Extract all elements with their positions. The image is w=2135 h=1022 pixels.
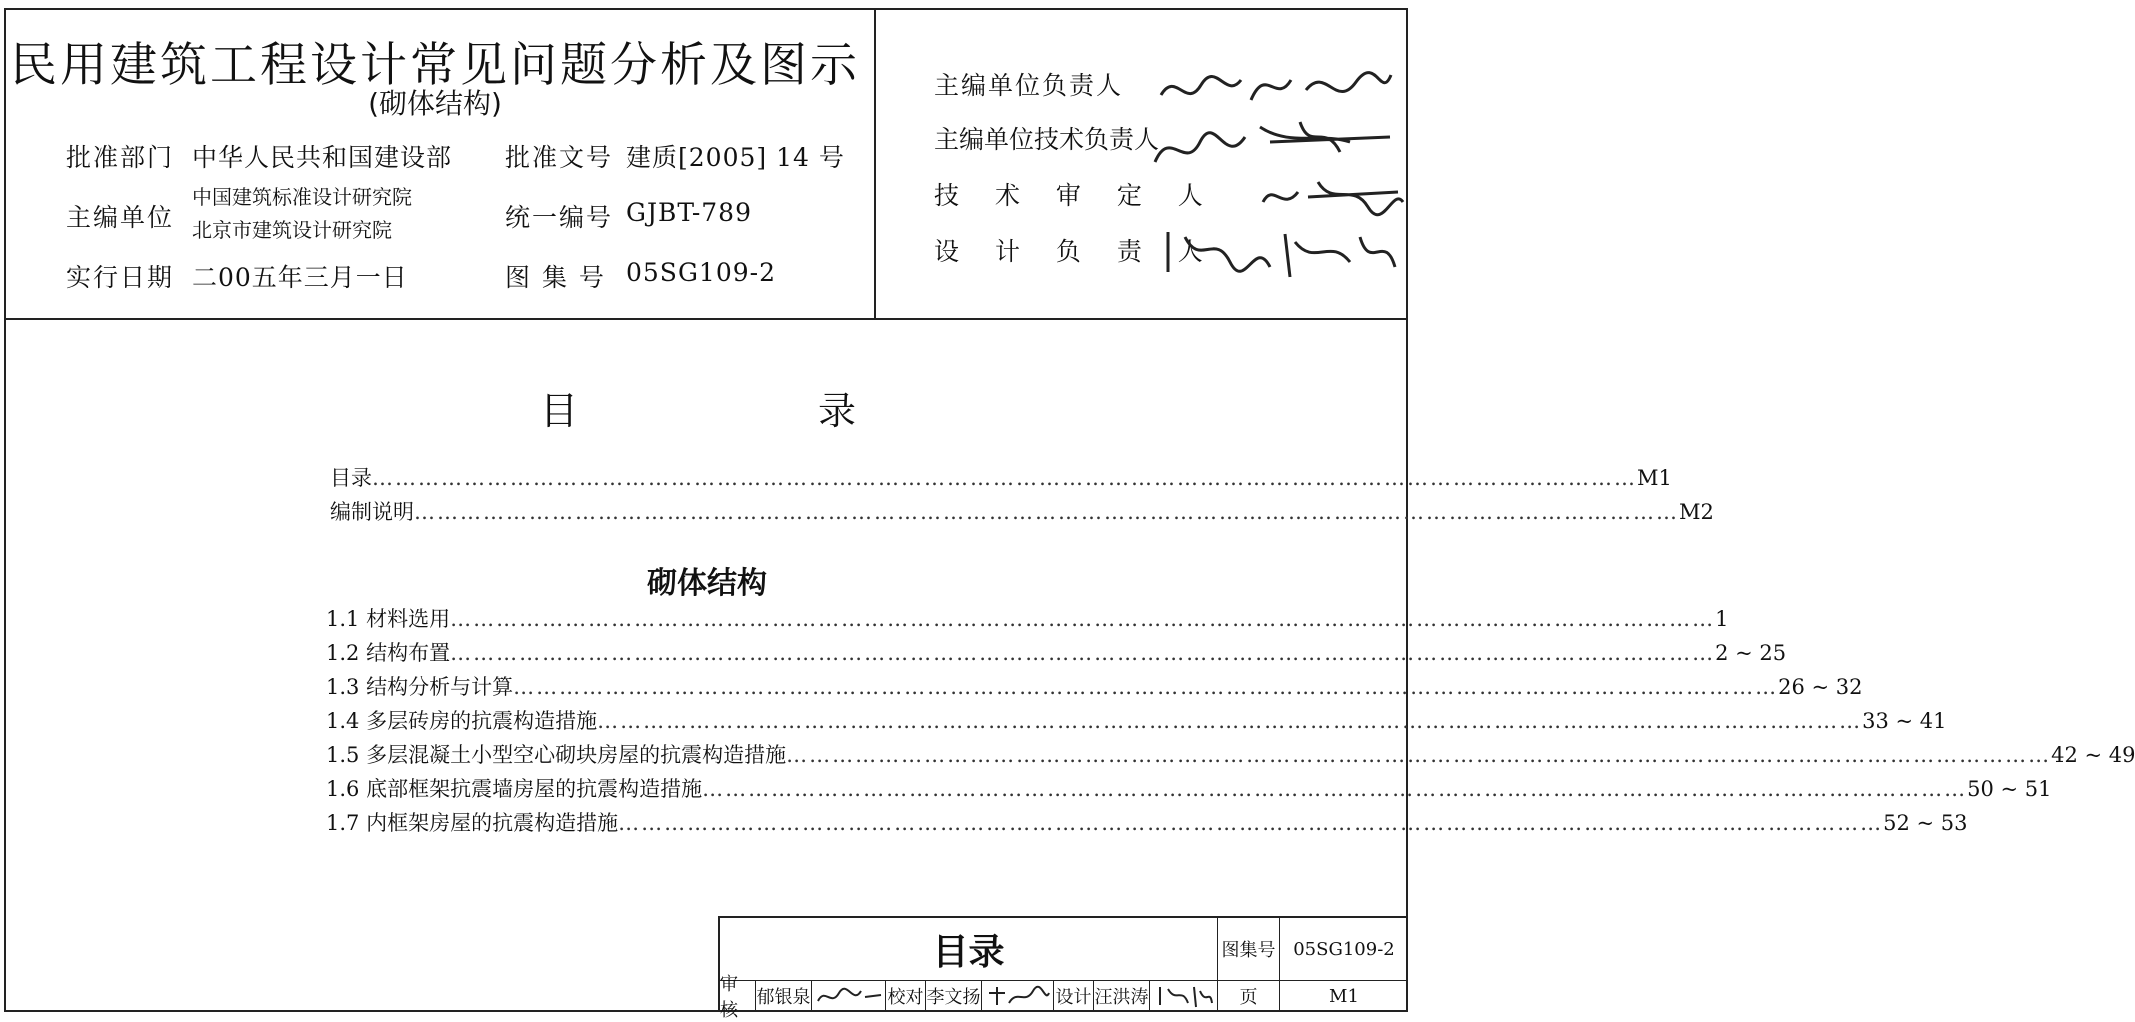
page-value: M1 (1329, 985, 1359, 1007)
toc-item-page: M2 (1679, 500, 1714, 524)
toc-item-title: 1.1 材料选用 (326, 607, 451, 631)
approval-doc-label: 批准文号 (505, 143, 614, 172)
review-signature (812, 980, 886, 1012)
check-signature (982, 980, 1054, 1012)
toc-item-title: 1.5 多层混凝土小型空心砌块房屋的抗震构造措施 (326, 743, 787, 767)
atlas-no-label: 图 集 号 (505, 263, 606, 292)
title-block-atlas-value: 05SG109-2 (1293, 938, 1395, 960)
editor-label: 主编单位 (66, 203, 175, 232)
header-vertical-divider (874, 8, 876, 320)
atlas-title: 民用建筑工程设计常见问题分析及图示 (10, 38, 860, 93)
effective-date-value: 二00五年三月一日 (192, 263, 408, 292)
toc-item-page: 42 ~ 49 (2051, 743, 2135, 767)
toc-item[interactable] (326, 807, 1968, 841)
unified-no-label: 统一编号 (505, 203, 614, 232)
title-block-title: 目录 (720, 918, 1218, 980)
review-label: 审核 (720, 980, 756, 1012)
toc-item-page: 52 ~ 53 (1883, 811, 1968, 835)
toc-leader: ………………………………………………………………………………………………………………………………………………… (450, 641, 1716, 665)
atlas-no-value: 05SG109-2 (626, 258, 776, 287)
effective-date-label: 实行日期 (66, 263, 175, 292)
signature-tech-reviewer (1258, 172, 1408, 217)
toc-section-list (326, 603, 2135, 841)
toc-leader: ………………………………………………………………………………………………………………………………………………… (372, 466, 1637, 490)
toc-item[interactable] (326, 739, 2135, 773)
tech-reviewer-label: 技 术 审 定 人 (934, 181, 1217, 210)
review-name: 郁银泉 (756, 980, 812, 1012)
toc-item-page: 26 ~ 32 (1778, 675, 1863, 699)
toc-item-title: 目录 (330, 466, 372, 490)
toc-leader: ………………………………………………………………………………………………………………………………………………… (597, 709, 1863, 733)
atlas-subtitle: (砌体结构) (368, 87, 502, 120)
editor-tech-label: 主编单位技术负责人 (934, 125, 1160, 154)
toc-item-title: 1.7 内框架房屋的抗震构造措施 (326, 811, 619, 835)
toc-leader: ………………………………………………………………………………………………………………………………………………… (702, 777, 1968, 801)
check-name: 李文扬 (926, 980, 982, 1012)
toc-item-title: 1.2 结构布置 (326, 641, 451, 665)
toc-leader: ………………………………………………………………………………………………………………………………………………… (618, 811, 1884, 835)
toc-front-list (330, 462, 1714, 530)
toc-item-title: 1.4 多层砖房的抗震构造措施 (326, 709, 598, 733)
toc-leader: ………………………………………………………………………………………………………………………………………………… (414, 500, 1679, 524)
toc-heading-char-1: 目 (540, 389, 579, 433)
toc-item[interactable] (326, 671, 1863, 705)
approval-dept-value: 中华人民共和国建设部 (192, 143, 453, 172)
toc-item-page: M1 (1637, 466, 1672, 490)
design-name: 汪洪涛 (1094, 980, 1150, 1012)
toc-item-title: 1.3 结构分析与计算 (326, 675, 514, 699)
design-lead-label: 设 计 负 责 人 (934, 237, 1217, 266)
toc-item-page: 50 ~ 51 (1967, 777, 2052, 801)
toc-front-item[interactable] (330, 496, 1714, 530)
toc-leader: ………………………………………………………………………………………………………………………………………………… (450, 607, 1716, 631)
header-divider (4, 318, 1408, 320)
signature-editor-head (1156, 60, 1396, 120)
toc-leader: ………………………………………………………………………………………………………………………………………………… (786, 743, 2052, 767)
toc-item-page: 1 (1715, 607, 1729, 631)
toc-item[interactable] (326, 603, 1729, 637)
toc-item-title: 编制说明 (330, 500, 414, 524)
signature-design-lead (1160, 222, 1400, 282)
toc-item[interactable] (326, 773, 2052, 807)
editor-value-1: 中国建筑标准设计研究院 (192, 185, 412, 209)
toc-front-item[interactable] (330, 462, 1672, 496)
title-block-atlas-label: 图集号 (1218, 918, 1280, 980)
unified-no-value: GJBT-789 (626, 198, 752, 227)
approval-doc-value: 建质[2005] 14 号 (626, 143, 845, 172)
editor-value-2: 北京市建筑设计研究院 (192, 218, 392, 242)
toc-item[interactable] (326, 705, 1947, 739)
design-signature (1150, 980, 1218, 1012)
section-title: 砌体结构 (647, 566, 767, 601)
title-block (718, 916, 1408, 1021)
approval-dept-label: 批准部门 (66, 143, 175, 172)
design-label: 设计 (1054, 980, 1094, 1012)
toc-heading-char-2: 录 (818, 389, 857, 433)
editor-head-label: 主编单位负责人 (934, 71, 1124, 100)
toc-item-page: 33 ~ 41 (1862, 709, 1947, 733)
toc-leader: ………………………………………………………………………………………………………………………………………………… (513, 675, 1779, 699)
page-label: 页 (1218, 980, 1280, 1012)
toc-item[interactable] (326, 637, 1787, 671)
toc-item-page: 2 ~ 25 (1715, 641, 1787, 665)
check-label: 校对 (886, 980, 926, 1012)
toc-item-title: 1.6 底部框架抗震墙房屋的抗震构造措施 (326, 777, 703, 801)
